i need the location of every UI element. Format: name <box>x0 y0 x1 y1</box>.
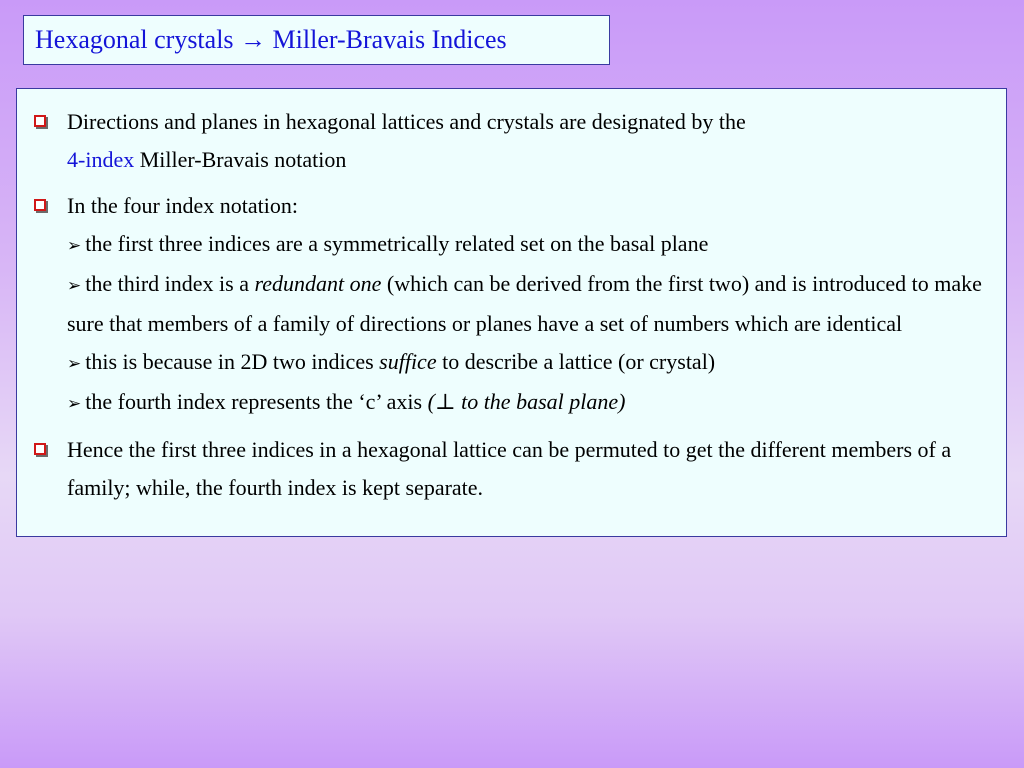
checkbox-square-icon <box>34 199 46 211</box>
checkbox-square-icon <box>34 115 46 127</box>
subpoint-1-text: the first three indices are a symmetrically related set on the basal plane <box>85 231 709 256</box>
bullet-item-1 <box>31 103 986 179</box>
subpoint-2-text-before: the third index is a <box>85 271 255 296</box>
subpoint-3 <box>67 343 986 383</box>
bullet-2-text: In the four index notation: <box>67 193 298 218</box>
subpoint-1 <box>67 225 986 265</box>
bullet-3-text: Hence the first three indices in a hexagonal lattice can be permuted to get the different members of a family; while, the fourth index is kept separate. <box>67 437 952 500</box>
bullet-item-2 <box>31 187 986 423</box>
subpoint-2-text-after: (which can be derived from the first two) and is introduced to make sure that members of a family of directions or planes have a set of numbers which are identical <box>67 271 982 336</box>
arrowhead-icon: ➢ <box>67 354 82 374</box>
subpoint-3-emphasis: suffice <box>379 349 437 374</box>
subpoint-3-text-after: to describe a lattice (or crystal) <box>436 349 716 374</box>
subpoint-2-emphasis: redundant one <box>254 271 382 296</box>
slide-content-box <box>16 88 1007 537</box>
subpoint-3-text-before: this is because in 2D two indices <box>85 349 380 374</box>
arrowhead-icon: ➢ <box>67 394 82 414</box>
subpoint-4-emphasis: (⊥ to the basal plane) <box>427 389 626 414</box>
slide-title-box <box>23 15 610 65</box>
subpoint-4-text-before: the fourth index represents the ‘c’ axis <box>85 389 428 414</box>
checkbox-square-icon <box>34 443 46 455</box>
bullet-1-text-before: Directions and planes in hexagonal lattices and crystals are designated by the <box>67 109 746 134</box>
subpoint-4 <box>67 383 986 423</box>
bullet-item-3 <box>31 431 986 507</box>
bullet-1-highlight: 4-index <box>67 147 135 172</box>
arrowhead-icon: ➢ <box>67 276 82 296</box>
subpoint-2 <box>67 265 986 343</box>
slide-title: Hexagonal crystals → Miller-Bravais Indices <box>35 25 507 54</box>
bullet-1-text-after: Miller-Bravais notation <box>134 147 347 172</box>
arrowhead-icon: ➢ <box>67 236 82 256</box>
